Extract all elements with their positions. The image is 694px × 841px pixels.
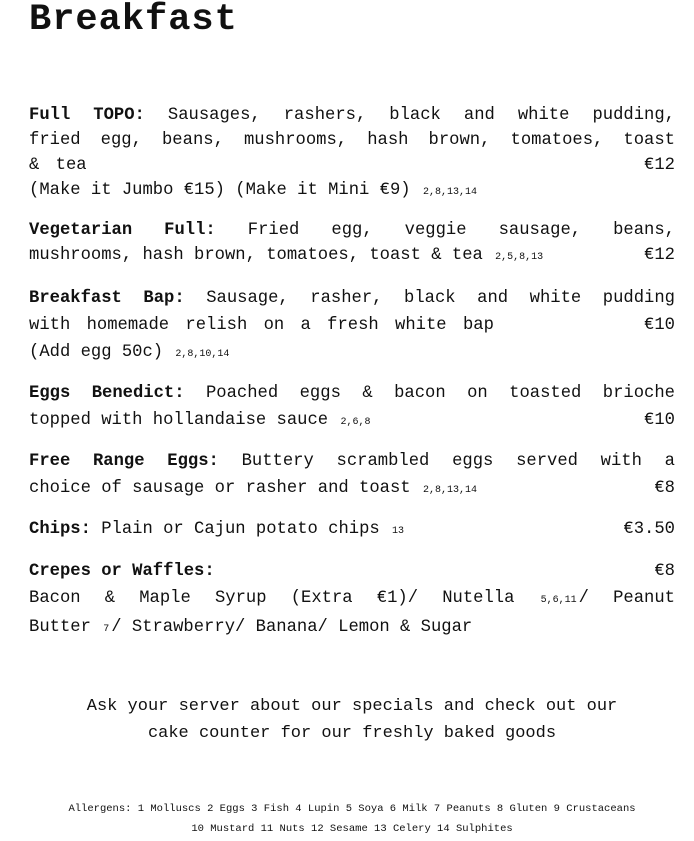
item-description: Sausages, rashers, black and white pudding, [167,106,675,125]
menu-item-chips [29,517,675,544]
item-price: €8 [654,479,675,498]
item-options: (Make it Jumbo €15) (Make it Mini €9) [29,181,411,200]
item-price: €10 [644,316,675,335]
item-price: €12 [644,156,675,175]
item-description: Bacon & Maple Syrup (Extra €1)/ Nutella [29,589,515,608]
item-description-2: fried egg, beans, mushrooms, hash brown, tomatoes, toast [29,131,675,150]
item-description-2-cont: / Strawberry/ Banana/ Lemon & Sugar [111,618,473,637]
item-description: Plain or Cajun potato chips [101,520,380,539]
item-price: €12 [644,246,675,265]
allergen-legend [29,799,675,839]
item-allergens: 2,6,8 [340,417,371,428]
item-name: Free Range Eggs: [29,452,219,471]
item-name: Crepes or Waffles: [29,562,215,581]
item-allergens: 13 [392,526,405,537]
item-name: Vegetarian Full: [29,221,216,240]
item-description-3: & tea [29,156,87,175]
item-description-2: topped with hollandaise sauce [29,411,329,430]
item-description-2: choice of sausage or rasher and toast [29,479,411,498]
item-description: Buttery scrambled eggs served with a [241,452,675,471]
item-description-2: Butter [29,618,91,637]
specials-line-1: Ask your server about our specials and check out our [86,697,618,716]
item-allergens: 2,8,13,14 [422,187,477,198]
item-price: €3.50 [623,520,675,539]
item-description: Poached eggs & bacon on toasted brioche [205,384,675,403]
item-name: Breakfast Bap: [29,289,185,308]
menu-item-vegetarian-full [29,218,675,270]
page-title: Breakfast [29,0,238,41]
item-name: Full TOPO: [29,106,145,125]
item-description: Sausage, rasher, black and white pudding [206,289,675,308]
menu-item-crepes-waffles [29,559,675,642]
menu-item-full-topo [29,103,675,205]
specials-note [29,693,675,747]
item-price: €8 [654,562,675,581]
menu-item-eggs-benedict [29,381,675,435]
item-description: Fried egg, veggie sausage, beans, [247,221,675,240]
item-name: Chips: [29,520,91,539]
item-name: Eggs Benedict: [29,384,185,403]
item-allergens-2: 7 [103,624,110,635]
item-allergens: 2,8,13,14 [422,485,477,496]
item-options: (Add egg 50c) [29,343,164,362]
item-price: €10 [644,411,675,430]
specials-line-2: cake counter for our freshly baked goods [147,724,557,743]
allergen-legend-line-1: Allergens: 1 Molluscs 2 Eggs 3 Fish 4 Lupin 5 Soya 6 Milk 7 Peanuts 8 Gluten 9 Crustaceans [68,803,636,815]
item-description-2: with homemade relish on a fresh white bap [29,316,494,335]
item-allergens: 5,6,11 [540,595,577,606]
allergen-legend-line-2: 10 Mustard 11 Nuts 12 Sesame 13 Celery 14 Sulphites [191,823,513,835]
item-allergens: 2,5,8,13 [495,252,544,263]
menu-item-free-range-eggs [29,449,675,503]
item-description-cont: / Peanut [578,589,675,608]
item-allergens: 2,8,10,14 [175,349,230,360]
menu-item-breakfast-bap [29,286,675,367]
item-description-2: mushrooms, hash brown, tomatoes, toast & tea [29,246,483,265]
